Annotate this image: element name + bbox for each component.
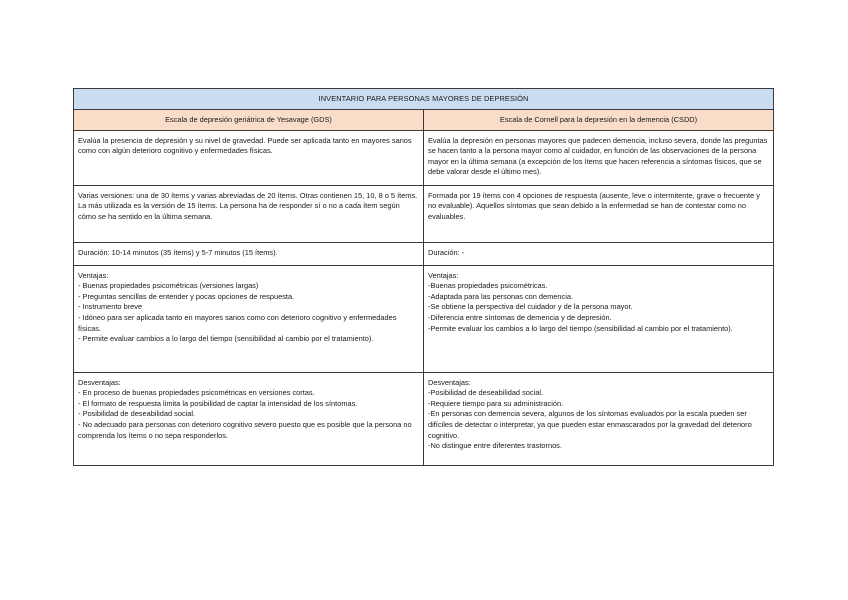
gds-advantages-line: - Permite evaluar cambios a lo largo del tiempo (sensibilidad al cambio por el tratamiento). bbox=[78, 334, 374, 344]
csdd-advantages-line: -Buenas propiedades psicométricas. bbox=[428, 281, 548, 291]
gds-disadvantages-line: Desventajas: bbox=[78, 377, 121, 387]
inventory-table bbox=[73, 88, 774, 466]
gds-disadvantages-line: - En proceso de buenas propiedades psicométricas en versiones cortas. bbox=[78, 388, 315, 398]
header-csdd: Escala de Cornell para la depresión en la demencia (CSDD) bbox=[424, 110, 774, 131]
csdd-disadvantages-line: -Posibilidad de deseabilidad social. bbox=[428, 388, 544, 398]
csdd-duration: Duración: - bbox=[424, 242, 774, 265]
csdd-disadvantages-line: -No distingue entre diferentes trastornos. bbox=[428, 441, 562, 451]
duration-row bbox=[74, 242, 774, 265]
advantages-row bbox=[74, 265, 774, 372]
csdd-advantages-line: -Permite evaluar los cambios a lo largo del tiempo (sensibilidad al cambio por el tratamiento). bbox=[428, 323, 733, 333]
title-row bbox=[74, 89, 774, 110]
gds-description: Evalúa la presencia de depresión y su nivel de gravedad. Puede ser aplicada tanto en mayores sanos como con algún deterioro cognitivo y enfermedades físicas. bbox=[74, 130, 424, 185]
gds-disadvantages-line: - No adecuado para personas con deterioro cognitivo severo puesto que es posible que la persona no comprenda los ítems o no sepa responderlos. bbox=[78, 419, 412, 440]
csdd-advantages-line: -Adaptada para las personas con demencia. bbox=[428, 291, 574, 301]
gds-disadvantages bbox=[74, 372, 424, 465]
gds-advantages-line: - Idóneo para ser aplicada tanto en mayores sanos como con deterioro cognitivo y enfermedades físicas. bbox=[78, 312, 397, 333]
header-row bbox=[74, 110, 774, 131]
header-gds: Escala de depresión geriátrica de Yesavage (GDS) bbox=[74, 110, 424, 131]
gds-advantages-line: Ventajas: bbox=[78, 270, 109, 280]
gds-disadvantages-line: - Posibilidad de deseabilidad social. bbox=[78, 409, 196, 419]
csdd-disadvantages-line: Desventajas: bbox=[428, 377, 471, 387]
gds-versions: Varias versiones: una de 30 ítems y varias abreviadas de 20 ítems. Otras contienen 15, 10, 8 o 5 ítems. La más utilizada es la versión de 15 ítems. La persona ha de responder sí o no a cada ítem según cómo se ha sentido en la última semana. bbox=[74, 185, 424, 242]
csdd-disadvantages bbox=[424, 372, 774, 465]
csdd-versions: Formada por 19 ítems con 4 opciones de respuesta (ausente, leve o intermitente, grave o frecuente y no evaluable). Aquellos síntomas que sean debido a la enfermedad se han de contestar como no evaluables. bbox=[424, 185, 774, 242]
gds-duration: Duración: 10-14 minutos (35 ítems) y 5-7 minutos (15 ítems). bbox=[74, 242, 424, 265]
description-row bbox=[74, 130, 774, 185]
csdd-advantages-line: Ventajas: bbox=[428, 270, 459, 280]
versions-row bbox=[74, 185, 774, 242]
csdd-advantages-line: -Se obtiene la perspectiva del cuidador y de la persona mayor. bbox=[428, 302, 633, 312]
disadvantages-row bbox=[74, 372, 774, 465]
gds-advantages-line: - Instrumento breve bbox=[78, 302, 143, 312]
gds-disadvantages-line: - El formato de respuesta limita la posibilidad de captar la intensidad de los síntomas. bbox=[78, 398, 358, 408]
csdd-disadvantages-line: -Requiere tiempo para su administración. bbox=[428, 398, 564, 408]
csdd-advantages-line: -Diferencia entre síntomas de demencia y de depresión. bbox=[428, 312, 612, 322]
csdd-disadvantages-line: -En personas con demencia severa, algunos de los síntomas evaluados por la escala pueden ser difíciles de detectar o interpretar, ya que pueden estar enmascarados por la gravedad del deterioro cognitivo. bbox=[428, 409, 752, 440]
gds-advantages-line: - Buenas propiedades psicométricas (versiones largas) bbox=[78, 281, 259, 291]
csdd-advantages bbox=[424, 265, 774, 372]
table-title: INVENTARIO PARA PERSONAS MAYORES DE DEPRESIÓN bbox=[74, 89, 774, 110]
gds-advantages bbox=[74, 265, 424, 372]
csdd-description: Evalúa la depresión en personas mayores que padecen demencia, incluso severa, donde las preguntas se hacen tanto a la persona mayor como al cuidador, en función de las observaciones de la persona mayor en la última semana (a excepción de los ítems que hacen referencia a síntomas físicos, que se debe valorar desde el último mes). bbox=[424, 130, 774, 185]
gds-advantages-line: - Preguntas sencillas de entender y pocas opciones de respuesta. bbox=[78, 291, 295, 301]
